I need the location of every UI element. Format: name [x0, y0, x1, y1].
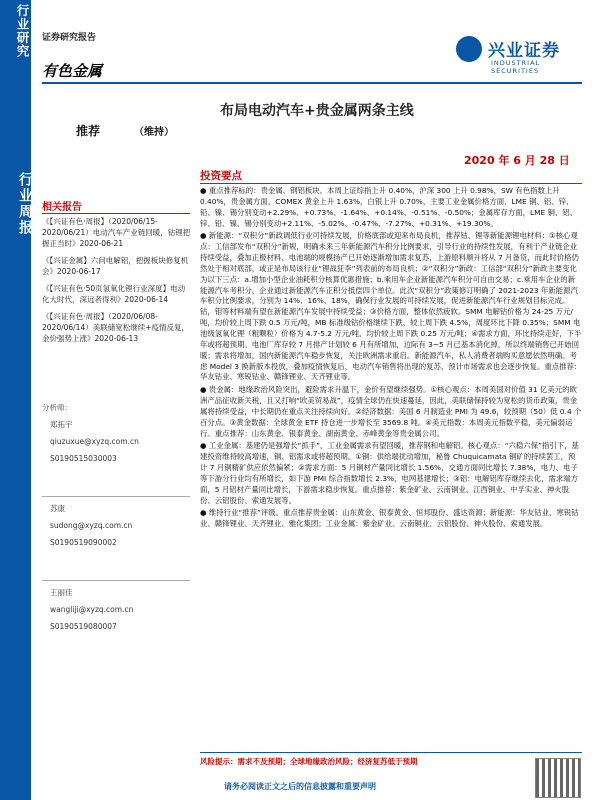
body-paragraph: ● 新能源：“双积分”新政调低行业可持续发展，价格底部或迎来布局良机，推荐钴、锂等新能源锂电材料：①核心观点：工信部发布“双积分”新规，明确未来三年新能源汽车积分比例要求，引导行业的持续性发展，有利于产业链企业持续受益，叠加正极材料、电池端的规模扬产已开始逐渐增加需求复苏，上游原料顺升将从 7 月备货，而此时价格仍然处于相对底部，或正是布局该行业“锂战狂李”列表前的布局良机；②“双积分”新政：工信部“双积分”新政主要变化为以下三点：a.增加小型企业油耗积分核算优惠措施；b.乘用车企业新能源汽车积分可自由交易；c.乘用车企业的新能源汽车考积分，企业通过新能源汽车正积分抵偿四个单位。此次“双积分”政策修订明确了 2021-2023 年新能源汽车积分比例要求，分别为 14%、16%、18%，确保行业发展的可持续发展，促进新能源汽车行业规划目标完成。钴，钼等材料端有望在新能源汽车发展中持续受益；③价格方面，整体依然疲软。SMM 电解钴价格为 24-25 万元/吨，均价较上周下跌 0.5 万元/吨，MB 标准级钴价格继续下跌，较上周下跌 4.5%，周度环比下降 0.35%；SMM 电池级氢氧化锂（粗颗粒）价格为 4.7-5.2 万元/吨，均价较上周下跌 0.25 万元/吨；④需求方面，环比持续走好，下半年或将超预期。电池厂库存较 7 月排产计划较 6 月有所增加，边际有 3~5 月已基本消化掉，所以终端销售已开始回暖；需求将增加，国内新能源汽车稳步恢复，关注欧洲需求重启。新能源汽车，私人消费者端购买意愿依然明确。考虑 Model 3 换新版本投放，叠加疫情恢复后，电动汽车销售将出现的复苏，预计市场需求也会逐步恢复。重点推荐：华友钴业、寒锐钴业、赣锋锂业、天齐锂业等。: [200, 231, 582, 382]
rating: 推荐: [76, 124, 101, 138]
analyst-email[interactable]: wangliji@xyzq.com.cn: [50, 605, 134, 614]
related-reports-list: [42, 216, 192, 350]
sidebar-top-label: 行业研究: [15, 4, 30, 58]
body-paragraph: ● 贵金属：地缘政治风险突出，避险需求升温下，金价有望继续强势。①核心观点：本周美国对价值 31 亿美元的欧洲产品征收新关税，且又打响“欧美贸易战”，疫情全球仍在快速蔓延，因此，美联储保持较为宽松的货币政策，贵金属将持续受益，中长期仍在重点关注持续向好。②经济数据：美国 6 月制造业 PMI 为 49.6，较预期（50）低 0.4 个百分点。③黄金数据：全球黄金 ETF 持仓进一步增长至 3569.8 吨。④美元指数：本周美元指数平稳，美元偏弱运行。重点推荐：山东黄金、银泰黄金、湖南黄金、赤峰黄金等贵金属公司。: [200, 385, 582, 438]
related-report-item[interactable]: 《【兴证有色·周报】（2020/06/15-2020/06/21）电动汽车产业链回暖，钴锂把握正当时》2020-06-21: [42, 217, 191, 248]
body-paragraph: ● 工业金属：基建仍是强增长“抓手”，工业金属需求有望回暖，推荐钢和电解铝。核心观点：“六稳六保”指引下，基建投资维持较高增速，铜、铝需求或将超预期。①铜：供给端扰动增加，秘鲁 Chuquicamata 铜矿的持续罢工，预计 7 月铜精矿供应依然偏紧；②需求方面：5 月铜材产量同比增长 1.56%，交通方面同比增长 7.38%，电力、电子等下游分行业均有所增长，如下游 PMI 综合指数增长 2.3%，电网基建增长；③铝：电解铝库存继续去化，需求端方面，5 月铝材产量同比增长，下游需求稳步恢复。重点推荐：紫金矿业、云南铜业、江西铜业、中孚实业、神火股份、云铝股份、索通发展等。: [200, 441, 579, 505]
analysts-title: 分析师：: [42, 403, 72, 412]
rating-change: （维持）: [134, 127, 174, 138]
company-logo: [456, 36, 586, 76]
header-divider: [42, 82, 582, 84]
related-reports-title: 相关报告: [42, 202, 82, 213]
analyst-card: [50, 418, 190, 465]
analyst-divider: [42, 580, 190, 581]
sidebar: [0, 0, 31, 800]
section-divider: [200, 183, 582, 184]
analyst-name: 王丽佳: [50, 588, 73, 597]
related-divider: [42, 213, 190, 214]
body-paragraph: ● 维持行业“推荐”评级。重点推荐贵金属：山东黄金、银泰黄金、恒邦股份、盛达资源；新能源：华友钴业、寒锐钴业、赣锋锂业、天齐锂业、雅化集团；工业金属：紫金矿业、云南铜业、云铝股份、神火股份、索通发展。: [200, 508, 579, 529]
disclaimer-footer: 请务必阅读正文之后的信息披露和重要声明: [224, 782, 376, 791]
report-kicker: 证券研究报告: [42, 33, 97, 43]
body-paragraph: ● 重点推荐标的：贵金属、钢铝板块。本周上证综指上升 0.40%，沪深 300 上升 0.98%，SW 有色指数上升 0.40%，贵金属方面，COMEX 黄金上升 1.63%，白银上升 0.70%，主要工业金属价格方面，LME 铜、铝、锌、铅、镍、锡分别变动+2.29%、+0.73%、-1.64%、+0.14%、-0.51%、-0.50%；金属库存方面，LME 铜、铝、锌、铅、镍、锡分别变动+2.11%、-5.02%、-0.47%、-7.27%、+0.31%、+19.30%。: [200, 186, 578, 228]
analyst-card: [50, 586, 190, 633]
report-title: 布局电动汽车+贵金属两条主线: [220, 103, 414, 119]
related-report-item[interactable]: 《【兴证有色·50页氢氧化锂行业深度】电动化大时代，深远者得利》2020-06-14: [42, 284, 186, 304]
analyst-name: 苏康: [50, 504, 65, 513]
analyst-email[interactable]: sudong@xyzq.com.cn: [50, 521, 133, 530]
analyst-cert: S0190519080007: [50, 622, 117, 631]
report-date: 2020 年 6 月 28 日: [464, 154, 570, 167]
logo-text-en: INDUSTRIAL SECURITIES: [491, 59, 541, 75]
logo-mark-icon: [456, 36, 482, 62]
analyst-email[interactable]: qiuzuxue@xyzq.com.cn: [50, 437, 139, 446]
analyst-card: [50, 502, 190, 549]
section-title: 投资要点: [200, 170, 242, 182]
risk-warning: 风险提示：需求不及预期；全球地缘政治风险；经济复苏低于预期: [200, 757, 418, 766]
analyst-divider: [42, 496, 190, 497]
analyst-cert: S0190519090002: [50, 538, 117, 547]
related-report-item[interactable]: 《【兴证有色·周报】（2020/06/08-2020/06/14）美联储宽松继续+疫情反复，金价强势上涨》2020-06-13: [42, 312, 190, 343]
related-report-item[interactable]: 《【兴证金属】六问电解铝，把握板块修复机会》2020-06-17: [42, 256, 189, 276]
sector-title: 有色金属: [42, 62, 103, 80]
risk-divider: [200, 752, 582, 753]
analyst-cert: S0190515030003: [50, 454, 117, 463]
sidebar-mid-label: 行业周报: [17, 172, 33, 236]
logo-text-cn: 兴业证券: [488, 41, 560, 61]
report-body: [200, 186, 582, 532]
analyst-name: 郑拓宇: [50, 420, 73, 429]
